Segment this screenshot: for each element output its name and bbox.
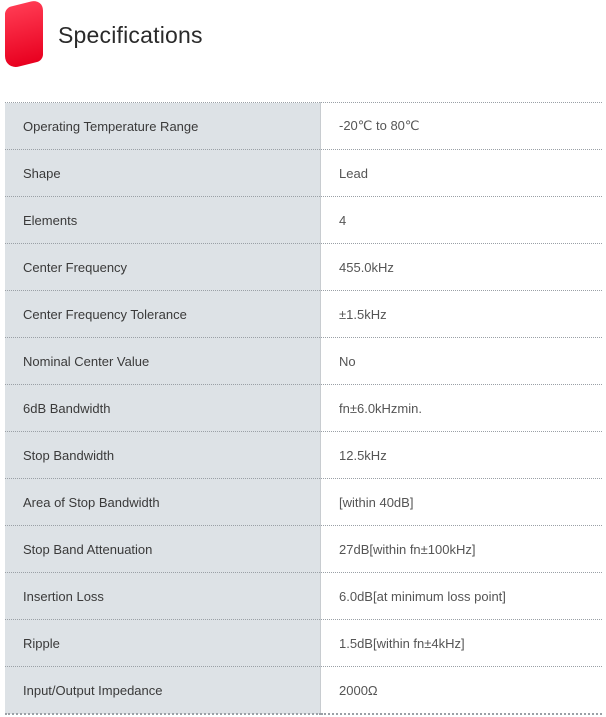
spec-value: 4 — [321, 197, 603, 244]
spec-label: Elements — [5, 197, 321, 244]
spec-row — [5, 338, 602, 385]
specifications-table-body — [5, 103, 602, 715]
spec-value: [within 40dB] — [321, 479, 603, 526]
spec-label: Center Frequency — [5, 244, 321, 291]
spec-value: 2000Ω — [321, 667, 603, 715]
spec-value: -20℃ to 80℃ — [321, 103, 603, 150]
spec-row — [5, 432, 602, 479]
spec-value: No — [321, 338, 603, 385]
spec-row — [5, 526, 602, 573]
spec-label: Input/Output Impedance — [5, 667, 321, 715]
spec-label: Ripple — [5, 620, 321, 667]
spec-label: Center Frequency Tolerance — [5, 291, 321, 338]
spec-value: 12.5kHz — [321, 432, 603, 479]
spec-row — [5, 150, 602, 197]
spec-row — [5, 620, 602, 667]
spec-label: Nominal Center Value — [5, 338, 321, 385]
spec-value: Lead — [321, 150, 603, 197]
spec-value: fn±6.0kHzmin. — [321, 385, 603, 432]
spec-label: Shape — [5, 150, 321, 197]
spec-value: 455.0kHz — [321, 244, 603, 291]
spec-value: 1.5dB[within fn±4kHz] — [321, 620, 603, 667]
spec-row — [5, 667, 602, 715]
spec-value: 27dB[within fn±100kHz] — [321, 526, 603, 573]
spec-value: 6.0dB[at minimum loss point] — [321, 573, 603, 620]
spec-row — [5, 479, 602, 526]
section-header — [0, 0, 606, 102]
spec-label: Stop Band Attenuation — [5, 526, 321, 573]
spec-row — [5, 197, 602, 244]
spec-row — [5, 385, 602, 432]
spec-label: Insertion Loss — [5, 573, 321, 620]
specifications-table — [5, 102, 602, 715]
red-accent-shape — [5, 0, 43, 70]
spec-label: Area of Stop Bandwidth — [5, 479, 321, 526]
spec-row — [5, 244, 602, 291]
spec-label: Stop Bandwidth — [5, 432, 321, 479]
spec-row — [5, 573, 602, 620]
spec-label: 6dB Bandwidth — [5, 385, 321, 432]
spec-row — [5, 103, 602, 150]
spec-row — [5, 291, 602, 338]
section-title: Specifications — [58, 22, 203, 48]
spec-label: Operating Temperature Range — [5, 103, 321, 150]
spec-value: ±1.5kHz — [321, 291, 603, 338]
